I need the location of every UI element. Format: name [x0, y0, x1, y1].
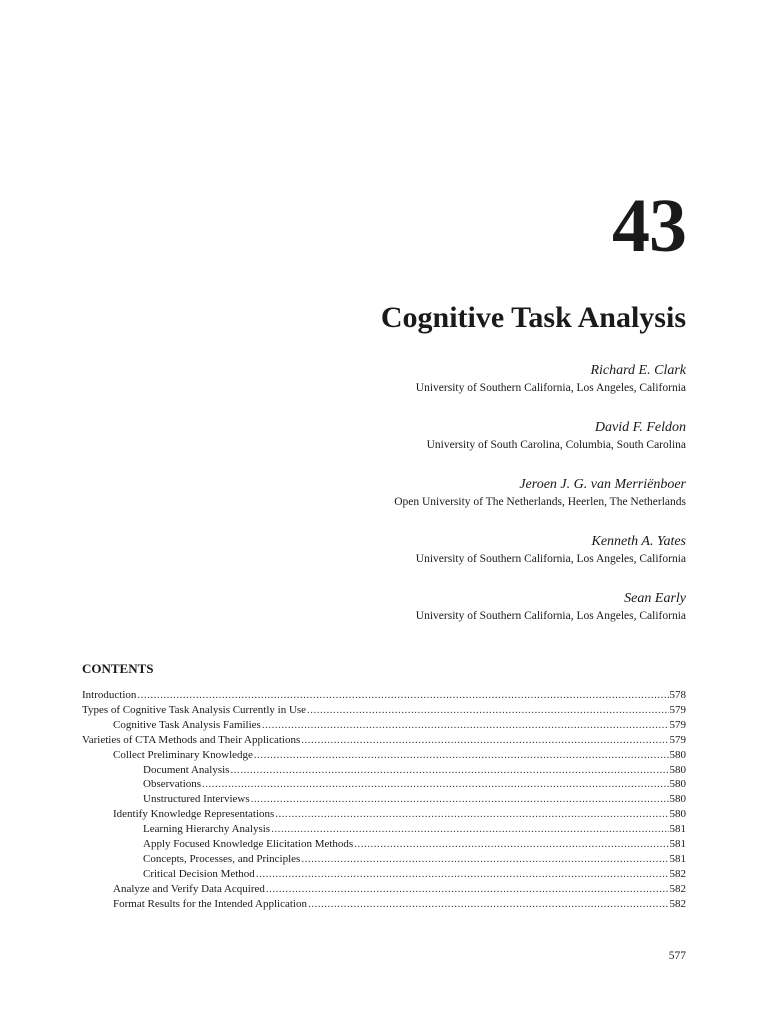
toc-entry-page: 582 [669, 882, 686, 895]
toc-entry [82, 807, 686, 822]
author-affiliation: University of Southern California, Los Angeles, California [415, 553, 686, 565]
chapter-title: Cognitive Task Analysis [380, 301, 686, 334]
toc-entry-title: Identify Knowledge Representations [113, 808, 275, 821]
toc-entry-title: Critical Decision Method [143, 867, 255, 880]
toc-entry-title: Format Results for the Intended Application [113, 897, 307, 910]
toc-entry-title: Varieties of CTA Methods and Their Applications [82, 733, 301, 746]
toc-entry-page: 582 [669, 867, 686, 880]
toc-leader-dots [262, 718, 669, 733]
toc-entry-page: 581 [669, 852, 686, 865]
toc-leader-dots [275, 807, 668, 822]
toc-entry [82, 718, 686, 733]
toc-entry-page: 581 [669, 838, 686, 851]
author-block [166, 533, 686, 590]
toc-entry-title: Document Analysis [143, 763, 230, 776]
toc-entry-page: 580 [669, 778, 686, 791]
toc-entry-title: Unstructured Interviews [143, 793, 250, 806]
author-name: David F. Feldon [594, 420, 686, 435]
toc-entry-page: 578 [669, 689, 686, 701]
toc-leader-dots [230, 763, 668, 778]
toc-entry-page: 581 [669, 823, 686, 836]
toc-leader-dots [251, 792, 669, 807]
toc-entry [82, 822, 686, 837]
author-affiliation: Open University of The Netherlands, Heerlen, The Netherlands [394, 496, 686, 508]
page-number: 577 [668, 950, 686, 962]
toc-leader-dots [266, 882, 669, 897]
toc-leader-dots [202, 777, 668, 792]
author-affiliation: University of South Carolina, Columbia, South Carolina [426, 439, 686, 451]
author-name: Richard E. Clark [590, 363, 686, 378]
toc-entry-page: 580 [669, 748, 686, 761]
toc-entry-page: 580 [669, 808, 686, 821]
toc-entry-title: Learning Hierarchy Analysis [143, 823, 271, 836]
toc-leader-dots [301, 733, 668, 748]
author-list [166, 362, 686, 647]
toc-leader-dots [308, 897, 669, 912]
toc-entry-page: 580 [669, 793, 686, 806]
toc-entry-page: 579 [669, 733, 686, 746]
author-name: Kenneth A. Yates [591, 534, 686, 549]
author-affiliation: University of Southern California, Los Angeles, California [415, 382, 686, 394]
author-block [166, 476, 686, 533]
author-block [166, 590, 686, 647]
author-name: Jeroen J. G. van Merriënboer [519, 477, 686, 492]
toc-leader-dots [271, 822, 668, 837]
toc-entry [82, 837, 686, 852]
toc-entry-title: Types of Cognitive Task Analysis Currently in Use [82, 703, 307, 716]
chapter-number: 43 [612, 184, 686, 268]
toc-entry-page: 582 [669, 897, 686, 910]
toc-entry-title: Apply Focused Knowledge Elicitation Methods [143, 838, 354, 851]
toc-entry-page: 579 [669, 703, 686, 716]
toc-leader-dots [137, 688, 668, 703]
author-block [166, 362, 686, 419]
toc-entry [82, 733, 686, 748]
toc-leader-dots [254, 748, 669, 763]
toc-entry [82, 763, 686, 778]
toc-entry [82, 688, 686, 703]
author-name: Sean Early [624, 591, 686, 606]
toc-leader-dots [301, 852, 668, 867]
toc-entry [82, 792, 686, 807]
toc-entry-title: Analyze and Verify Data Acquired [113, 882, 265, 895]
toc-leader-dots [256, 867, 669, 882]
toc-entry [82, 897, 686, 912]
contents-heading: CONTENTS [82, 661, 154, 676]
toc-entry-title: Cognitive Task Analysis Families [113, 718, 261, 731]
toc-entry-page: 580 [669, 763, 686, 776]
toc-entry [82, 777, 686, 792]
toc-entry-title: Observations [143, 778, 202, 791]
table-of-contents [82, 688, 686, 912]
author-affiliation: University of Southern California, Los Angeles, California [415, 610, 686, 622]
toc-entry-page: 579 [669, 718, 686, 731]
toc-entry [82, 882, 686, 897]
toc-entry [82, 867, 686, 882]
toc-entry-title: Collect Preliminary Knowledge [113, 748, 253, 761]
toc-entry [82, 703, 686, 718]
toc-leader-dots [307, 703, 668, 718]
toc-entry-title: Introduction [82, 689, 137, 701]
toc-leader-dots [354, 837, 668, 852]
toc-entry [82, 852, 686, 867]
author-block [166, 419, 686, 476]
toc-entry-title: Concepts, Processes, and Principles [143, 852, 301, 865]
toc-entry [82, 748, 686, 763]
